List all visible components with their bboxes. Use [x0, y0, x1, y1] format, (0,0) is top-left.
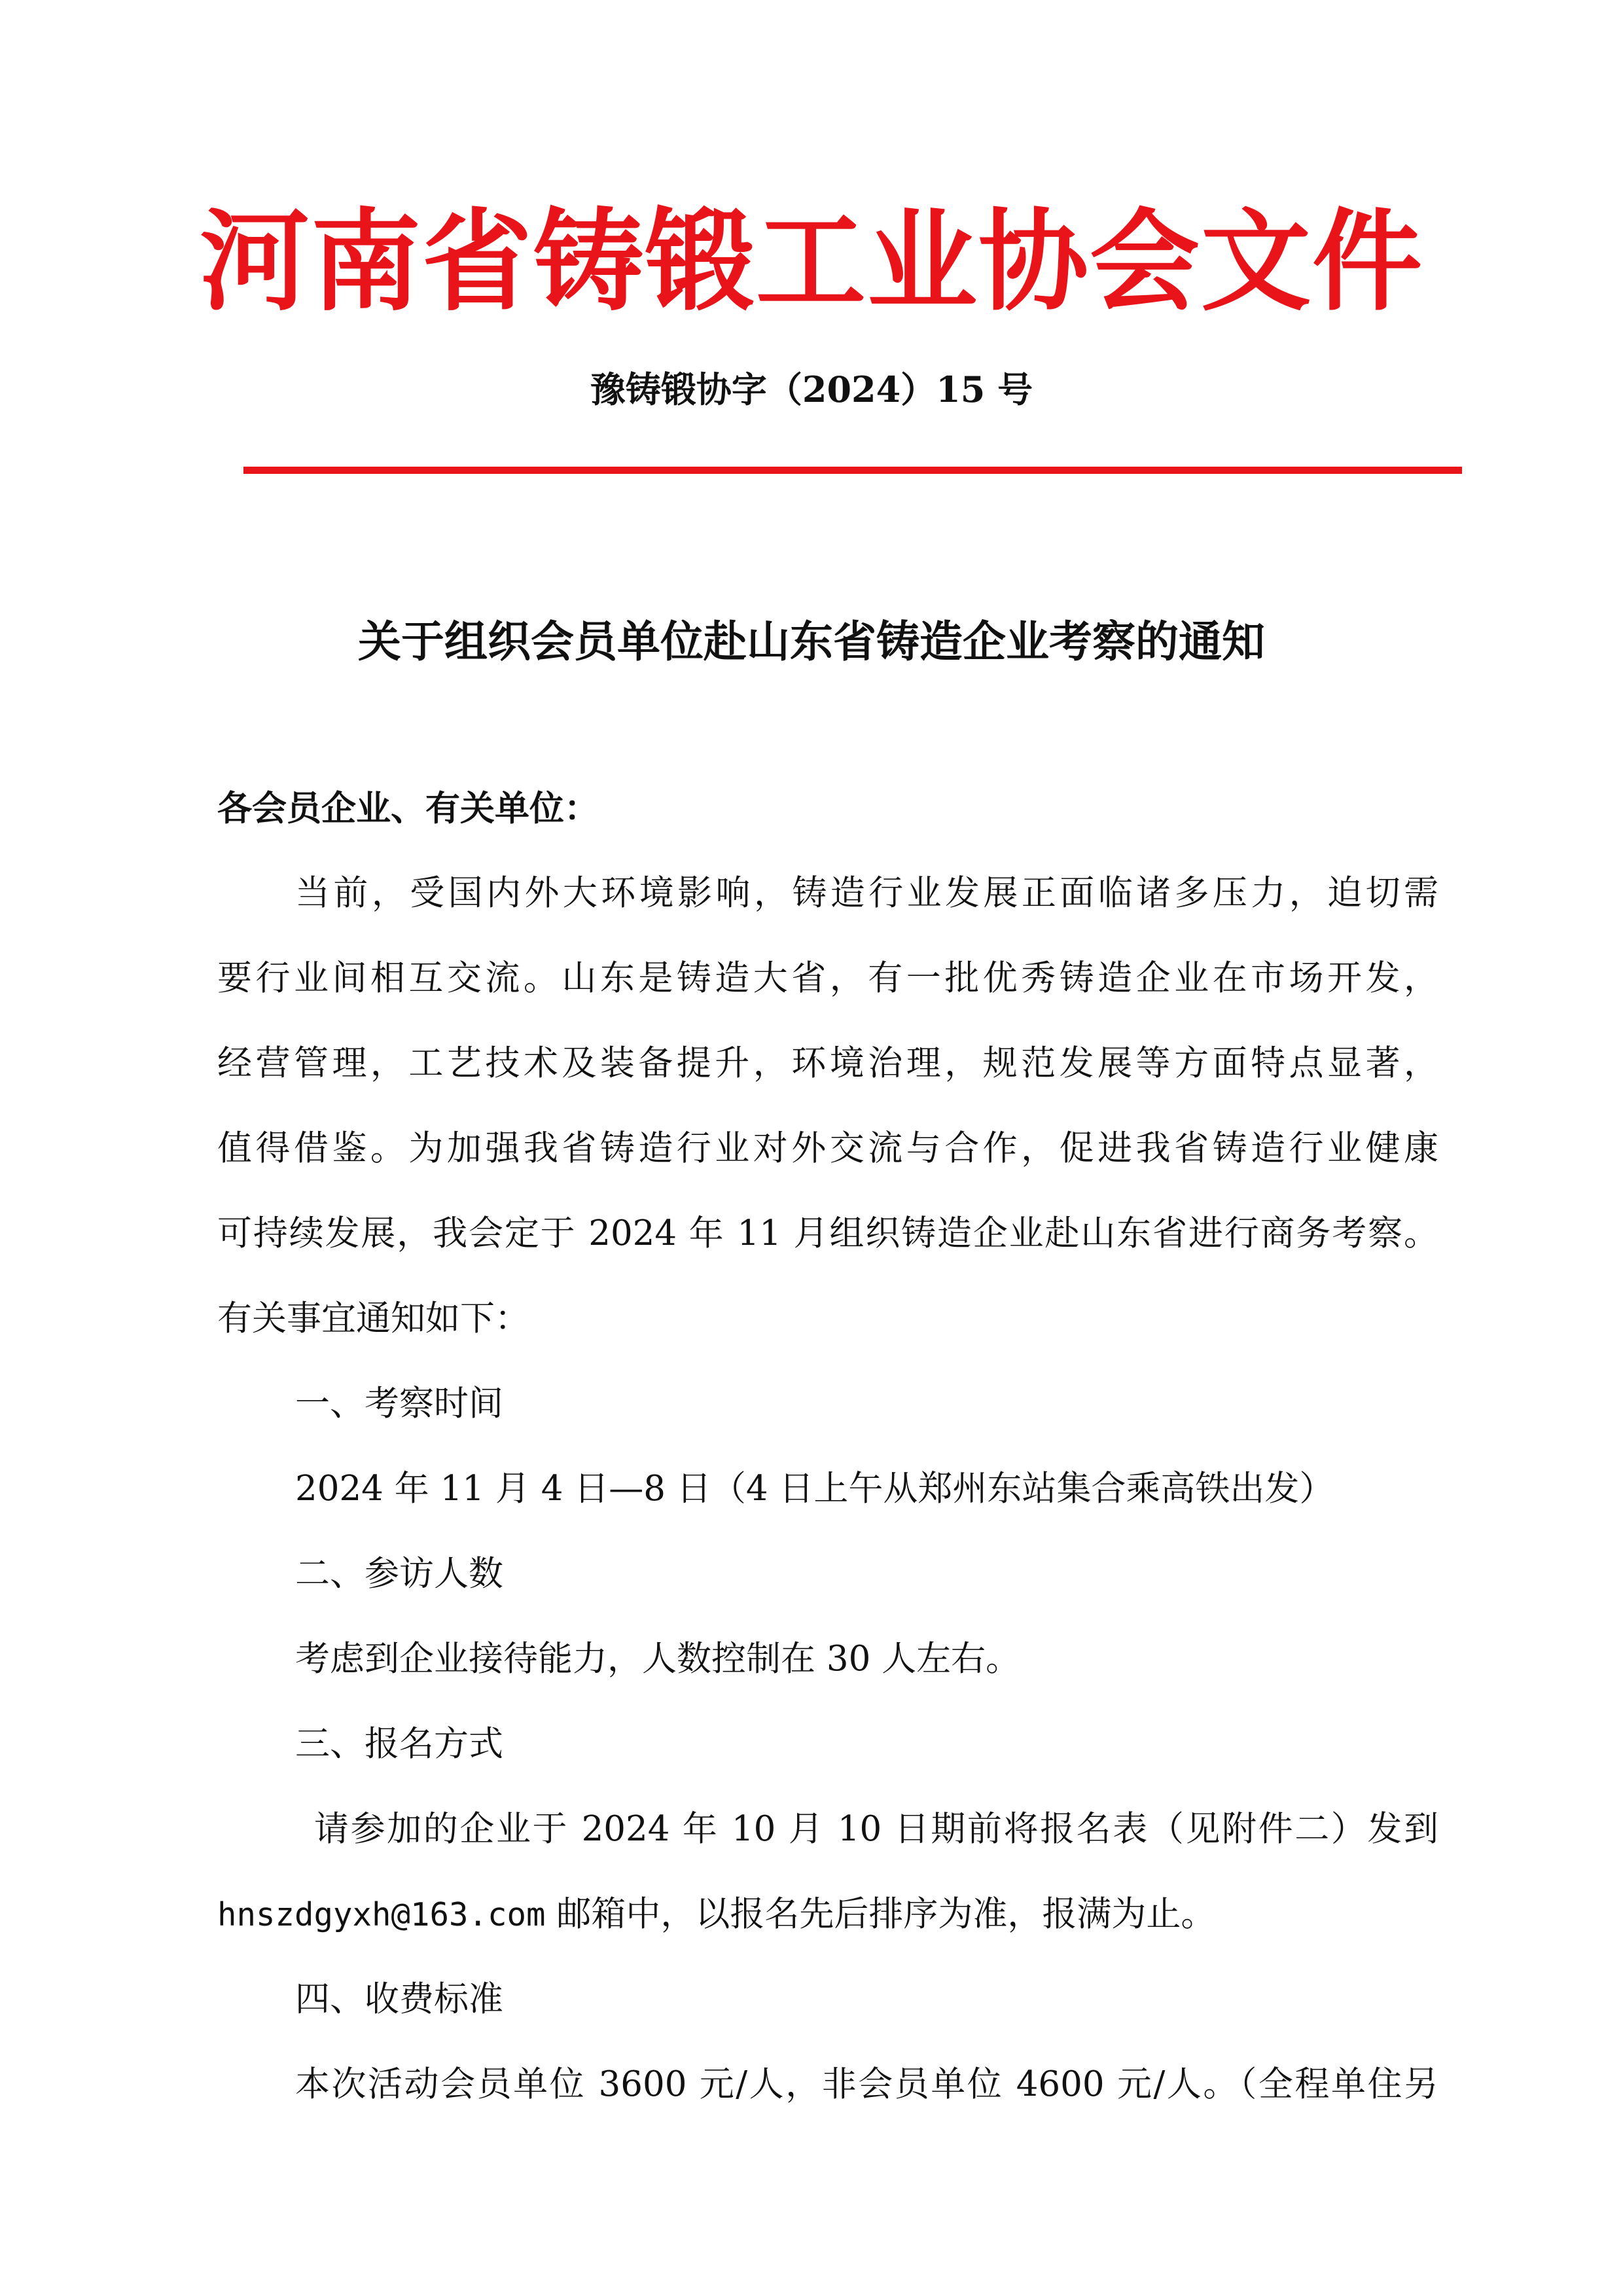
intro-line: 经营管理，工艺技术及装备提升，环境治理，规范发展等方面特点显著， — [217, 1043, 1438, 1083]
intro-line: 当前，受国内外大环境影响，铸造行业发展正面临诸多压力，迫切需 — [295, 873, 1438, 913]
section-body-registration-email-line — [217, 1888, 1215, 1941]
section-body-fees: 本次活动会员单位 3600 元/人，非会员单位 4600 元/人。（全程单住另 — [295, 2064, 1438, 2104]
section-body-participants: 考虑到企业接待能力，人数控制在 30 人左右。 — [295, 1639, 1021, 1679]
registration-rest-text: 邮箱中，以报名先后排序为准，报满为止。 — [556, 1894, 1216, 1934]
section-heading-participants: 二、参访人数 — [295, 1554, 503, 1594]
contact-email: hnszdgyxh@163.com — [217, 1896, 546, 1933]
red-divider-line — [243, 467, 1462, 474]
section-body-time: 2024 年 11 月 4 日—8 日（4 日上午从郑州东站集合乘高铁出发） — [295, 1469, 1334, 1509]
section-heading-registration: 三、报名方式 — [295, 1724, 503, 1764]
salutation: 各会员企业、有关单位： — [217, 788, 599, 829]
document-header-title: 河南省铸锻工业协会文件 — [200, 198, 1423, 326]
document-number: 豫铸锻协字（2024）15 号 — [590, 368, 1033, 410]
section-body-registration: 请参加的企业于 2024 年 10 月 10 日期前将报名表（见附件二）发到 — [314, 1809, 1438, 1849]
intro-line: 可持续发展，我会定于 2024 年 11 月组织铸造企业赴山东省进行商务考察。 — [217, 1213, 1438, 1253]
intro-line: 值得借鉴。为加强我省铸造行业对外交流与合作，促进我省铸造行业健康 — [217, 1128, 1438, 1168]
intro-line: 要行业间相互交流。山东是铸造大省，有一批优秀铸造企业在市场开发， — [217, 958, 1438, 998]
section-heading-fees: 四、收费标准 — [295, 1979, 503, 2019]
section-heading-time: 一、考察时间 — [295, 1384, 503, 1424]
notice-title: 关于组织会员单位赴山东省铸造企业考察的通知 — [358, 616, 1265, 667]
intro-line: 有关事宜通知如下： — [217, 1299, 529, 1338]
